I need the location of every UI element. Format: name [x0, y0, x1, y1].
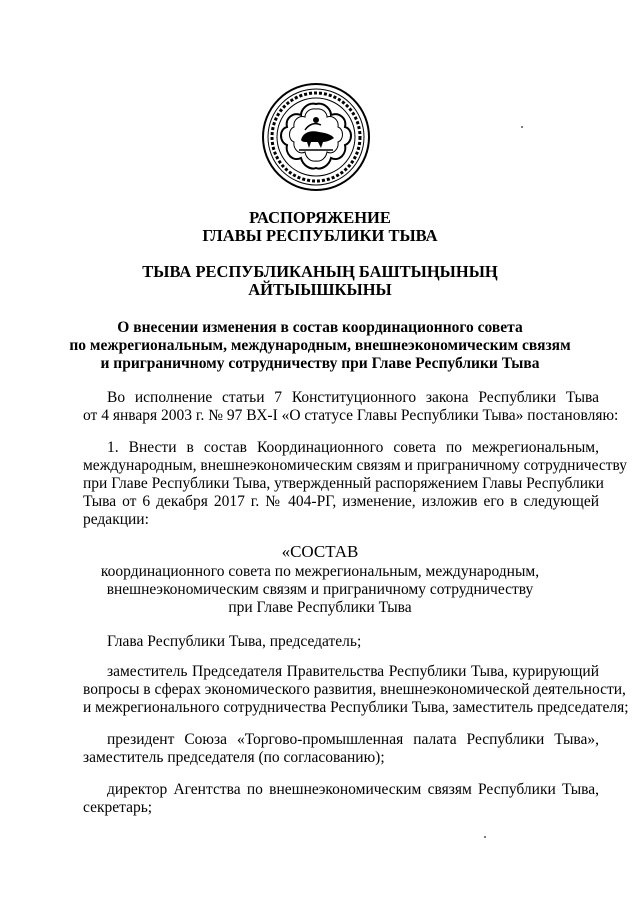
document-title-tyv-subtitle: АЙТЫЫШКЫНЫ — [248, 280, 392, 299]
item1-line-4: Тыва от 6 декабря 2017 г. № 404-РГ, изменение, изложив его в следующей — [83, 493, 599, 510]
subject-line-2: по межрегиональным, международным, внешнеэкономическим связям — [69, 337, 571, 354]
subject-line-3: и приграничному сотрудничеству при Главе Республики Тыва — [100, 355, 540, 372]
emblem-seal-icon — [261, 82, 371, 192]
document-title-tyv: ТЫВА РЕСПУБЛИКАНЫҢ БАШТЫҢЫНЫҢ — [142, 262, 498, 281]
member-deputy1-line-2: вопросы в сферах экономического развития, внешнеэкономической деятельности, — [83, 681, 626, 698]
composition-line-3: при Главе Республики Тыва — [228, 599, 412, 616]
scan-speck — [521, 126, 523, 128]
item1-line-5: редакции: — [83, 511, 149, 528]
member-chair: Глава Республики Тыва, председатель; — [107, 633, 362, 650]
item1-line-3: при Главе Республики Тыва, утвержденный распоряжением Главы Республики — [83, 475, 604, 492]
preamble-line-2: от 4 января 2003 г. № 97 ВХ-I «О статусе Главы Республики Тыва» постановляю: — [83, 407, 619, 424]
document-title-ru: РАСПОРЯЖЕНИЕ — [249, 208, 391, 227]
emblem-seal — [261, 82, 371, 192]
scan-speck — [484, 836, 486, 838]
member-secretary-line-1: директор Агентства по внешнеэкономическим связям Республики Тыва, — [107, 781, 599, 798]
member-deputy2-line-1: президент Союза «Торгово-промышленная палата Республики Тыва», — [107, 731, 599, 748]
member-deputy1-line-1: заместитель Председателя Правительства Республики Тыва, курирующий — [107, 663, 599, 680]
member-deputy1-line-3: и межрегионального сотрудничества Республики Тыва, заместитель председателя; — [83, 699, 629, 716]
composition-line-2: внешнеэкономическим связям и приграничному сотрудничеству — [106, 581, 534, 598]
item1-line-1: 1. Внести в состав Координационного совета по межрегиональным, — [107, 439, 599, 456]
item1-line-2: международным, внешнеэкономическим связям и приграничному сотрудничеству — [83, 457, 628, 474]
composition-heading: «СОСТАВ — [281, 542, 359, 561]
preamble-line-1: Во исполнение статьи 7 Конституционного закона Республики Тыва — [107, 389, 599, 406]
document-title-ru-subtitle: ГЛАВЫ РЕСПУБЛИКИ ТЫВА — [202, 226, 438, 245]
subject-line-1: О внесении изменения в состав координационного совета — [117, 319, 523, 336]
composition-line-1: координационного совета по межрегиональным, международным, — [100, 563, 540, 580]
member-secretary-line-2: секретарь; — [83, 799, 153, 816]
member-deputy2-line-2: заместитель председателя (по согласованию); — [83, 749, 385, 766]
